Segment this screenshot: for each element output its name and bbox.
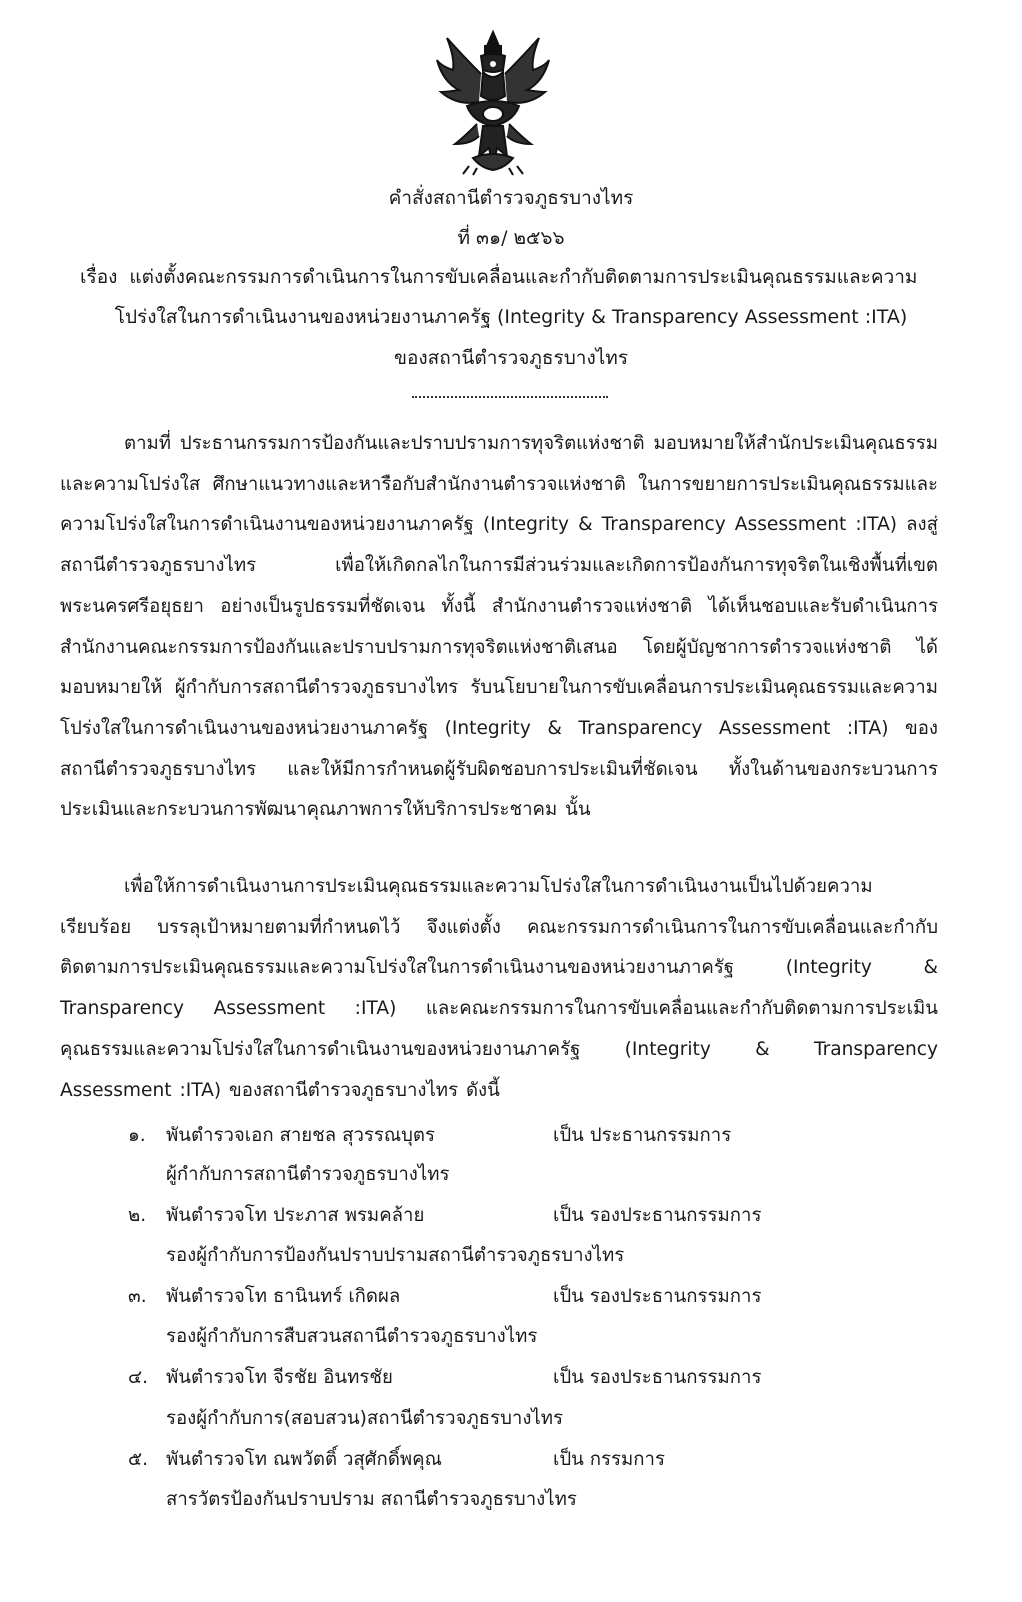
body-paragraph-1: ตามที่ ประธานกรรมการป้องกันและปราบปรามการทุจริตแห่งชาติ มอบหมายให้สำนักประเมินคุณธรรมและความโปร่งใส ศึกษาแนวทางและหารือกับสำนักงานตำรวจแห่งชาติ ในการขยายการประเมินคุณธรรมและความโปร่งใสในการดำเนินงานของหน่วยงานภาครัฐ (Integrity & Transparency Assessment :ITA) ลงสู่ สถานีตำรวจภูธรบางไทร เพื่อให้เกิดกลไกในการมีส่วนร่วมและเกิดการป้องกันการทุจริตในเชิงพื้นที่เขตพระนครศรีอยุธยา อย่างเป็นรูปธรรมที่ชัดเจน ทั้งนี้ สำนักงานตำรวจแห่งชาติ ได้เห็นชอบและรับดำเนินการสำนักงานคณะกรรมการป้องกันและปราบปรามการทุจริตแห่งชาติเสนอ โดยผู้บัญชาการตำรวจแห่งชาติ ได้มอบหมายให้ ผู้กำกับการสถานีตำรวจภูธรบางไทร รับนโยบายในการขับเคลื่อนการประเมินคุณธรรมและความโปร่งใสในการดำเนินงานของหน่วยงานภาครัฐ (Integrity & Transparency Assessment :ITA) ของ สถานีตำรวจภูธรบางไทร และให้มีการกำหนดผู้รับผิดชอบการประเมินที่ชัดเจน ทั้งในด้านของกระบวนการประเมินและกระบวนการพัฒนาคุณภาพการให้บริการประชาคม นั้น [60, 433, 938, 821]
member-name: พันตำรวจโท ณพวัตติ์ วสุศักดิ์พคุณ [166, 1449, 442, 1470]
member-name: พันตำรวจโท ประภาส พรมคล้าย [166, 1205, 425, 1226]
subject-line-3: ของสถานีตำรวจภูธรบางไทร [393, 347, 629, 369]
member-name: พันตำรวจเอก สายชล สุวรรณบุตร [166, 1125, 435, 1146]
member-role: เป็น ประธานกรรมการ [553, 1125, 732, 1146]
subject-keyword: เรื่อง [80, 266, 118, 288]
subject-line-2: โปร่งใสในการดำเนินงานของหน่วยงานภาครัฐ (Integrity & Transparency Assessment :ITA) [114, 306, 908, 328]
body-paragraph-2: เพื่อให้การดำเนินงานการประเมินคุณธรรมและความโปร่งใสในการดำเนินงานเป็นไปด้วยความเรียบร้อย บรรลุเป้าหมายตามที่กำหนดไว้ จึงแต่งตั้ง คณะกรรมการดำเนินการในการขับเคลื่อนและกำกับติดตามการประเมินคุณธรรมและความโปร่งใสในการดำเนินงานของหน่วยงานภาครัฐ (Integrity & Transparency Assessment :ITA) และคณะกรรมการในการขับเคลื่อนและกำกับติดตามการประเมินคุณธรรมและความโปร่งใสในการดำเนินงานของหน่วยงานภาครัฐ (Integrity & Transparency Assessment :ITA) ของสถานีตำรวจภูธรบางไทร ดังนี้ [60, 876, 938, 1101]
member-position: สารวัตรป้องกันปราบปราม สถานีตำรวจภูธรบางไทร [166, 1489, 577, 1510]
item-number: ๓. [128, 1286, 147, 1307]
member-position: ผู้กำกับการสถานีตำรวจภูธรบางไทร [166, 1164, 450, 1185]
member-role: เป็น รองประธานกรรมการ [553, 1367, 762, 1388]
member-name: พันตำรวจโท ธานินทร์ เกิดผล [166, 1286, 401, 1307]
member-name: พันตำรวจโท จีรชัย อินทรชัย [166, 1367, 393, 1388]
member-position: รองผู้กำกับการ(สอบสวน)สถานีตำรวจภูธรบางไทร [166, 1408, 564, 1429]
item-number: ๕. [128, 1449, 148, 1470]
member-role: เป็น รองประธานกรรมการ [553, 1286, 762, 1307]
item-number: ๔. [128, 1367, 148, 1388]
subject-text-1: แต่งตั้งคณะกรรมการดำเนินการในการขับเคลื่อนและกำกับติดตามการประเมินคุณธรรมและความ [129, 266, 918, 288]
order-number: ที่ ๓๑/ ๒๕๖๖ [457, 227, 565, 249]
member-role: เป็น กรรมการ [553, 1449, 665, 1470]
member-position: รองผู้กำกับการสืบสวนสถานีตำรวจภูธรบางไทร [166, 1326, 538, 1347]
member-role: เป็น รองประธานกรรมการ [553, 1205, 762, 1226]
order-title: คำสั่งสถานีตำรวจภูธรบางไทร [388, 187, 634, 209]
item-number: ๑. [128, 1125, 146, 1146]
member-position: รองผู้กำกับการป้องกันปราบปรามสถานีตำรวจภูธรบางไทร [166, 1245, 625, 1266]
item-number: ๒. [128, 1205, 147, 1226]
